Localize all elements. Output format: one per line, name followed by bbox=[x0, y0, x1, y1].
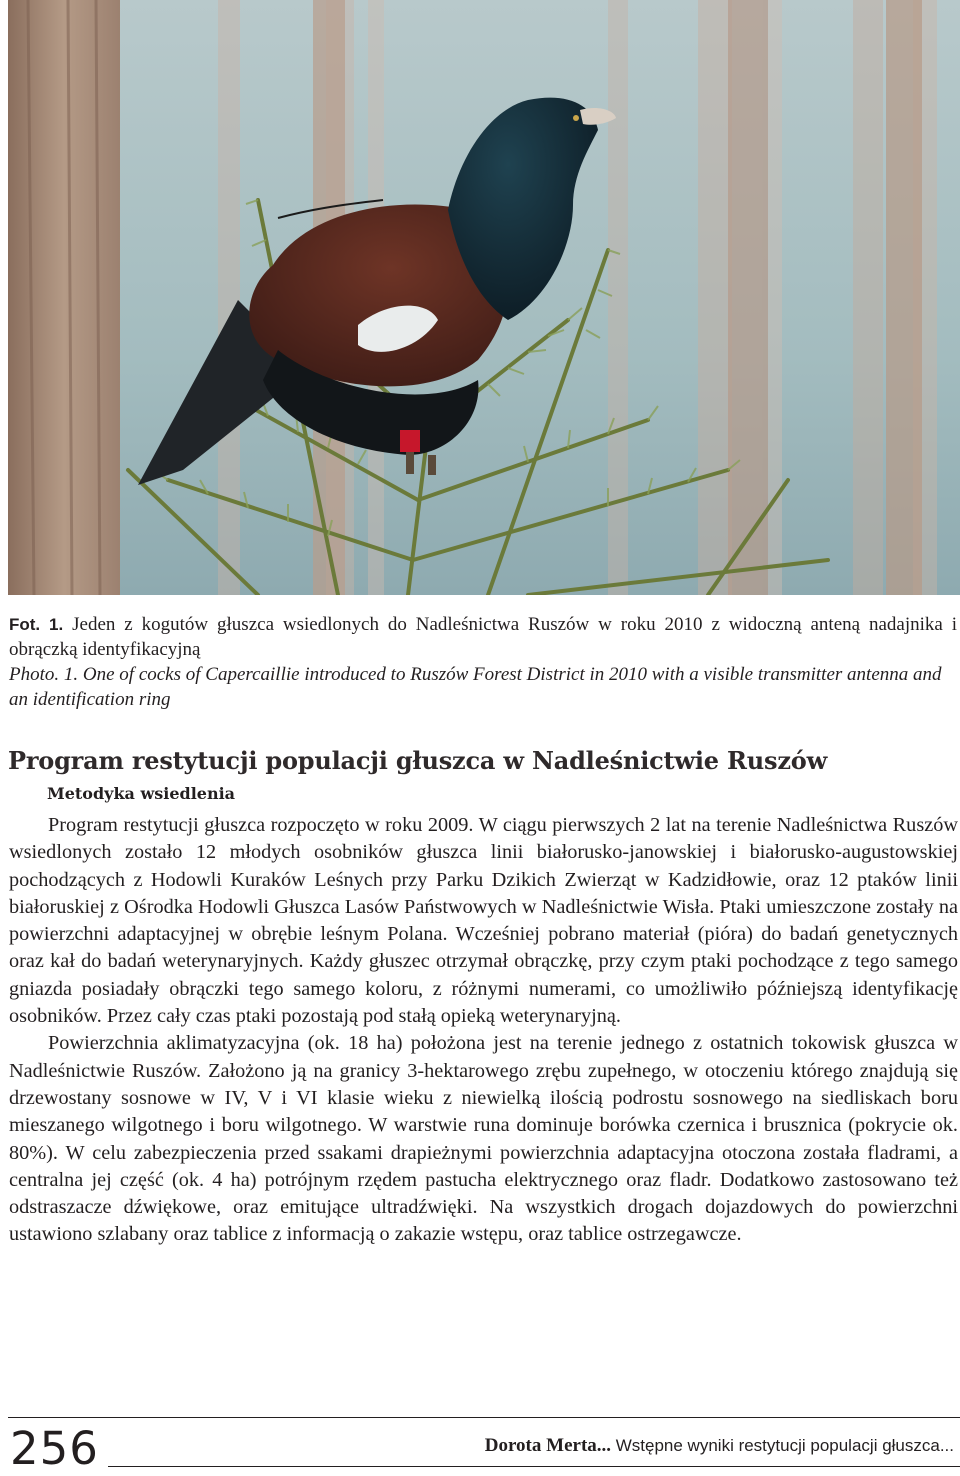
running-head bbox=[485, 1435, 954, 1457]
running-head-author: Dorota Merta... bbox=[484, 1435, 612, 1456]
running-head-title: Wstępne wyniki restytucji populacji głuszca... bbox=[615, 1436, 954, 1455]
identification-ring bbox=[400, 430, 420, 452]
footer-rule bbox=[8, 1417, 960, 1418]
paragraph: Program restytucji głuszca rozpoczęto w roku 2009. W ciągu pierwszych 2 lat na terenie Nadleśnictwa Ruszów wsiedlonych zostało 12 młodych osobników głuszca linii białorusko-janowskiej i białorusko-augustowskiej pochodzących z Hodowli Kuraków Leśnych przy Parku Dzikich Zwierząt w Kadzidłowie, oraz 12 ptaków linii białoruskiej z Ośrodka Hodowli Głuszca Lasów Państwowych w Nadleśnictwie Wisła. Ptaki umieszczone zostały na powierzchni adaptacyjnej w obrębie leśnym Polana. Wcześniej pobrano materiał (pióra) do badań genetycznych oraz kał do badań weterynaryjnych. Każdy głuszec otrzymał obrączkę, przy czym ptaki pochodzące z tego samego gniazda posiadały obrączki tego samego koloru, z różnymi numerami, co umożliwiło późniejszą identyfikację osobników. Przez cały czas ptaki pozostają pod stałą opieką weterynaryjną. bbox=[9, 814, 958, 1028]
caption-polish: Jeden z kogutów głuszca wsiedlonych do Nadleśnictwa Ruszów w roku 2010 z widoczną anteną nadajnika i obrączką identyfikacyjną bbox=[9, 614, 958, 660]
caption-english: Photo. 1. One of cocks of Capercaillie introduced to Ruszów Forest District in 2010 with a visible transmitter antenna and an identification ring bbox=[9, 664, 942, 710]
photo-caption bbox=[9, 612, 957, 712]
article-body bbox=[9, 812, 958, 1249]
section-subheading: Metodyka wsiedlenia bbox=[47, 784, 236, 803]
paragraph: Powierzchnia aklimatyzacyjna (ok. 18 ha) położona jest na terenie jednego z ostatnich tokowisk głuszca w Nadleśnictwie Ruszów. Założono ją na granicy 3-hektarowego zrębu zupełnego, w otoczeniu którego znajdują się drzewostany sosnowe w IV, V i VI klasie wieku z niewielką ilością podrostu sosnowego na siedliskach boru mieszanego wilgotnego i boru wilgotnego. W warstwie runa dominuje borówka czernica i brusznica (pokrycie ok. 80%). W celu zabezpieczenia przed ssakami drapieżnymi powierzchnia adaptacyjna otoczona została fladrami, a centralna jej część (ok. 4 ha) potrójnym rzędem pastucha elektrycznego oraz fladr. Dodatkowo zastosowano też odstraszacze dźwiękowe, oraz emitujące ultradźwięki. Na wszystkich drogach dojazdowych do powierzchni ustawiono szlabany oraz tablice z informacją o zakazie wstępu, oraz tablice ostrzegawcze. bbox=[9, 1032, 958, 1246]
section-heading: Program restytucji populacji głuszca w Nadleśnictwie Ruszów bbox=[8, 746, 828, 775]
footer-underline bbox=[108, 1466, 960, 1467]
pine-trunk bbox=[8, 0, 120, 595]
capercaillie-photo bbox=[8, 0, 960, 595]
caption-label: Fot. 1. bbox=[9, 615, 64, 634]
page-number: 256 bbox=[10, 1422, 99, 1475]
